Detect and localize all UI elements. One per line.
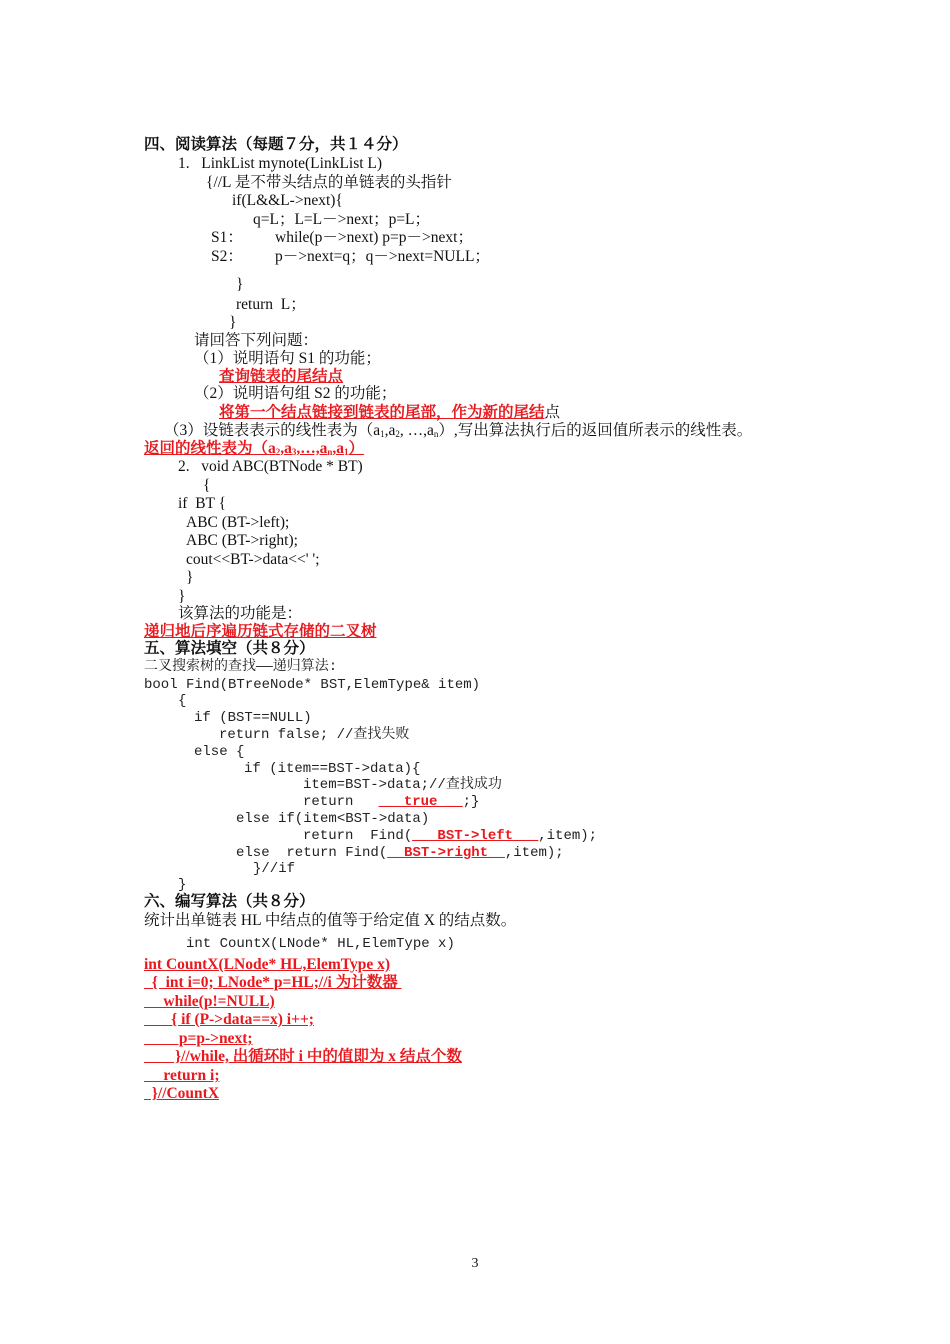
q1-sub1-answer: 查询链表的尾结点	[219, 368, 344, 385]
q1-sub3-answer: 返回的线性表为$(a_2,a_3,\dots,a_n,a_1)$	[144, 440, 365, 457]
q2-cout: cout<<BT->data<<' ';	[186, 551, 320, 568]
q1-close-func: }	[229, 314, 237, 331]
q2-answer: 递归地后序遍历链式存储的二叉树	[144, 623, 377, 640]
s5-code-else-if-less: else if(item<BST->data)	[236, 811, 430, 827]
q2-ask: 该算法的功能是：	[178, 605, 303, 622]
q1-line-comment: {//L 是不带头结点的单链表的头指针	[206, 174, 452, 191]
q1-title: 1. LinkList mynote(LinkList L)	[178, 155, 383, 172]
page-number: 3	[471, 1256, 479, 1271]
q2-open-brace: {	[203, 477, 211, 494]
s5-blank1-answer: __ true __	[378, 794, 463, 810]
q1-line-init: q=L；L=L－>next；p=L；	[253, 211, 431, 228]
s6-answer-line: { if (P->data==x) i++;	[144, 1011, 314, 1028]
q1-return: return L；	[236, 296, 306, 313]
s5-code-return-true-line	[303, 793, 479, 811]
q1-s2-code: p－>next=q；q－>next=NULL；	[275, 248, 490, 265]
s6-answer-line: p=p->next;	[144, 1030, 253, 1047]
s5-code-close: }	[178, 877, 187, 893]
s5-code-signature: bool Find(BTreeNode* BST,ElemType& item)	[144, 677, 481, 693]
s5-description: 二叉搜索树的查找——递归算法:	[144, 659, 338, 675]
s5-code-return-false: return false; //查找失败	[219, 727, 410, 743]
s5-blank1-prefix: return	[303, 794, 379, 810]
s5-code-open: {	[178, 693, 187, 709]
s6-answer-line: }//CountX	[144, 1085, 220, 1102]
q2-if: if BT {	[178, 495, 227, 512]
q1-close-if: }	[236, 276, 244, 293]
s6-description: 统计出单链表 HL 中结点的值等于给定值 X 的结点数。	[144, 912, 517, 929]
s6-signature: int CountX(LNode* HL,ElemType x)	[186, 936, 455, 952]
q2-right-call: ABC (BT->right);	[186, 532, 298, 549]
q2-title: 2. void ABC(BTNode * BT)	[178, 458, 363, 475]
s5-blank3-answer: __BST->right__	[387, 845, 505, 861]
s5-code-assign: item=BST->data;//查找成功	[303, 777, 502, 793]
s5-code-else: else {	[194, 744, 245, 760]
q1-line-if: if(L&&L->next){	[232, 192, 343, 209]
q2-close-func: }	[178, 588, 186, 605]
s5-blank2-answer: __ BST->left __	[412, 828, 539, 844]
s6-answer-line: int CountX(LNode* HL,ElemType x)	[144, 956, 391, 973]
s5-blank2-prefix: return Find(	[303, 828, 413, 844]
s5-blank2-suffix: ,item);	[538, 828, 598, 844]
s6-answer-line: return i;	[144, 1067, 220, 1084]
s5-code-if-equal: if (item==BST->data){	[244, 761, 421, 777]
q1-ask: 请回答下列问题：	[194, 332, 319, 349]
q1-sub3-question: （3）设链表表示的线性表为（$a_1,a_2$, $\dots,a_n$）,写出算法执行后的返回值所表示的线性表。	[164, 422, 753, 439]
q1-sub2-answer-line	[219, 404, 560, 422]
q1-s2-label: S2：	[211, 248, 243, 265]
section-6-heading: 六、编写算法（共８分）	[144, 893, 315, 910]
s5-code-end-if: }//if	[253, 861, 296, 877]
q1-sub1-question: （1）说明语句 S1 的功能；	[194, 350, 381, 367]
s5-blank3-suffix: ,item);	[504, 845, 564, 861]
q1-sub2-question: （2）说明语句组 S2 的功能；	[194, 385, 397, 402]
s6-answer-line: }//while, 出循环时 i 中的值即为 x 结点个数	[144, 1048, 462, 1065]
s5-code-return-left-line	[303, 827, 597, 845]
q2-left-call: ABC (BT->left);	[186, 514, 290, 531]
s6-answer-line: while(p!=NULL)	[144, 993, 275, 1010]
q1-sub2-answer-tail: 点	[544, 404, 561, 421]
section-5-heading: 五、算法填空（共８分）	[144, 640, 315, 657]
s5-blank1-suffix: ;}	[462, 794, 480, 810]
q1-sub2-answer: 将第一个结点链接到链表的尾部，作为新的尾结	[219, 404, 545, 421]
s5-code-if-null: if (BST==NULL)	[194, 710, 312, 726]
section-4-heading: 四、阅读算法（每题７分，共１４分）	[144, 136, 408, 153]
s6-answer-line: { int i=0; LNode* p=HL;//i 为计数器	[144, 974, 402, 991]
q1-s1-label: S1：	[211, 229, 243, 246]
q2-close-if: }	[186, 569, 194, 586]
s5-blank3-prefix: else return Find(	[236, 845, 388, 861]
q1-s1-code: while(p－>next) p=p－>next；	[275, 229, 473, 246]
